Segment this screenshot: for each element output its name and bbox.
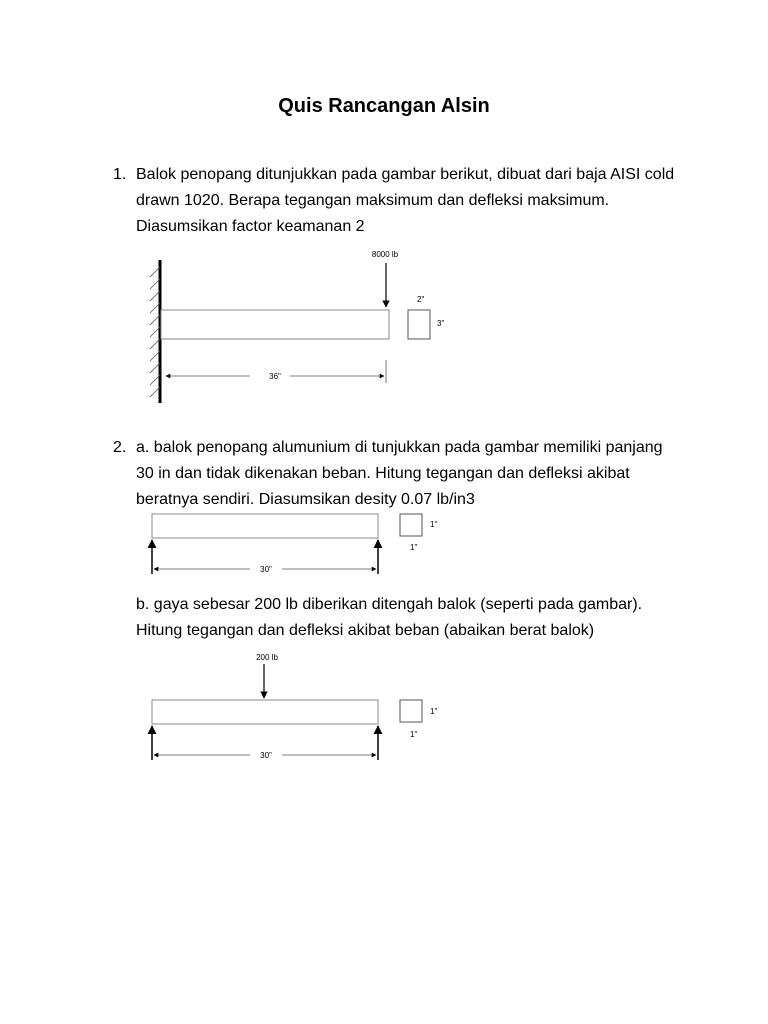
question-2b-line: Hitung tegangan dan defleksi akibat beban (abaikan berat balok) [136,622,595,639]
question-1-line: Diasumsikan factor keamanan 2 [136,218,365,235]
cross-section [408,310,430,339]
question-2-number: 2. [113,439,127,456]
question-2a-line: 30 in dan tidak dikenakan beban. Hitung tegangan dan defleksi akibat [136,465,630,482]
cross-section [400,514,422,536]
question-2a-text [136,435,663,513]
question-1-text [136,162,674,240]
question-2a-line: beratnya sendiri. Diasumsikan desity 0.07 lb/in3 [136,491,475,508]
cross-section [400,700,422,722]
beam [152,514,378,538]
question-1-line: drawn 1020. Berapa tegangan maksimum dan defleksi maksimum. [136,192,610,209]
length-label: 30" [260,751,272,760]
length-label: 30" [260,565,272,574]
question-2a-line: a. balok penopang alumunium di tunjukkan pada gambar memiliki panjang [136,439,663,456]
beam [152,700,378,724]
cantilever-beam [161,310,389,339]
simply-supported-beam-figure-b [140,648,450,773]
document-title: Quis Rancangan Alsin [278,95,490,117]
width-label: 2" [417,295,425,304]
question-2b-text [136,592,642,644]
length-label: 36" [269,372,281,381]
height-label: 3" [437,319,445,328]
height-label: 1" [430,707,438,716]
height-label: 1" [430,520,438,529]
cantilever-beam-figure [130,245,450,415]
load-label: 8000 lb [371,250,399,259]
question-1-line: Balok penopang ditunjukkan pada gambar berikut, dibuat dari baja AISI cold [136,166,675,183]
question-2b-line: b. gaya sebesar 200 lb diberikan ditengah balok (seperti pada gambar). [136,596,643,613]
simply-supported-beam-figure-a [140,510,450,585]
width-label: 1" [410,730,418,739]
width-label: 1" [410,543,418,552]
load-label: 200 lb [256,653,278,662]
question-1-number: 1. [113,166,127,183]
